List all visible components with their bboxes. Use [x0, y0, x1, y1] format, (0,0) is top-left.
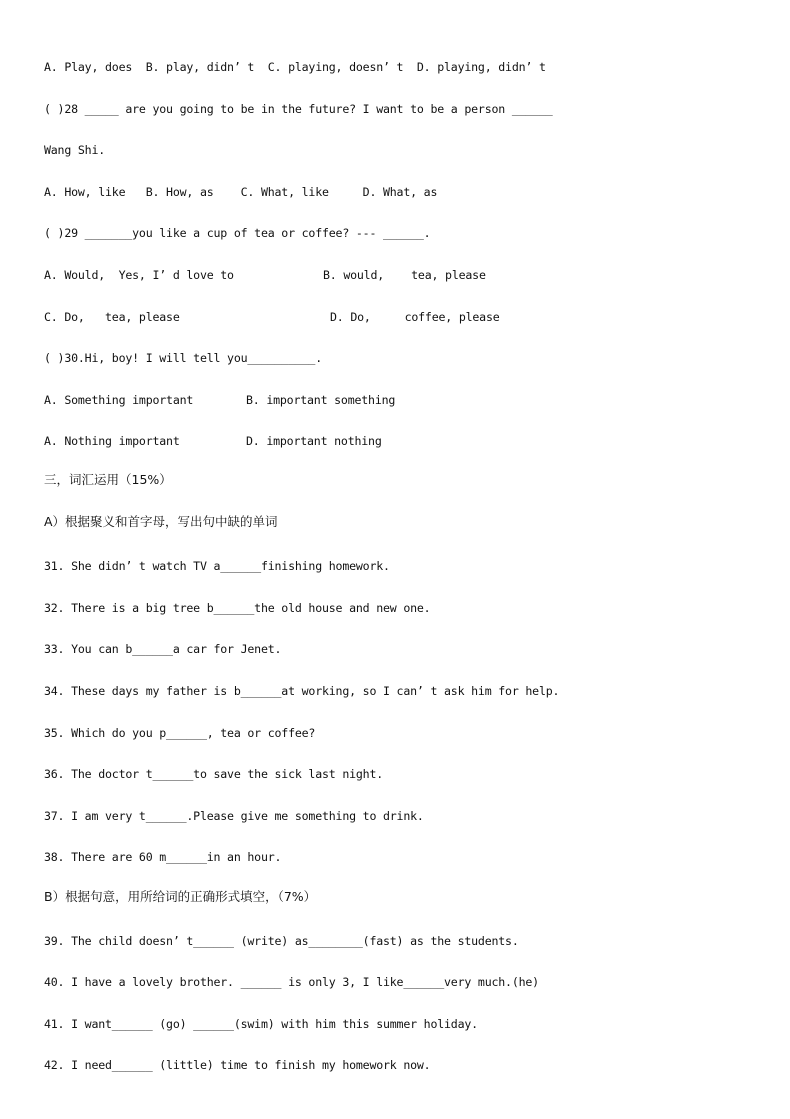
question-41: 41. I want______ (go) ______(swim) with him this summer holiday.	[44, 1017, 478, 1031]
q30-stem: ( )30.Hi, boy! I will tell you__________.	[44, 351, 322, 365]
q30-option-c: A. Nothing important	[44, 434, 180, 448]
question-32: 32. There is a big tree b______the old house and new one.	[44, 601, 431, 615]
part-a-title: A）根据聚义和首字母，写出句中缺的单词	[44, 514, 278, 529]
question-39: 39. The child doesn’ t______ (write) as________(fast) as the students.	[44, 934, 519, 948]
question-33: 33. You can b______a car for Jenet.	[44, 642, 282, 656]
question-31: 31. She didn’ t watch TV a______finishing homework.	[44, 559, 390, 573]
q30-option-d: D. important nothing	[246, 434, 382, 448]
q30-option-a: A. Something important	[44, 393, 194, 407]
q28-stem: ( )28 _____ are you going to be in the future? I want to be a person ______	[44, 102, 553, 116]
question-35: 35. Which do you p______, tea or coffee?	[44, 726, 316, 740]
question-34: 34. These days my father is b______at working, so I can’ t ask him for help.	[44, 684, 560, 698]
q29-option-b: B. would, tea, please	[323, 268, 486, 282]
question-36: 36. The doctor t______to save the sick last night.	[44, 767, 384, 781]
question-37: 37. I am very t______.Please give me something to drink.	[44, 809, 424, 823]
q27-options: A. Play, does B. play, didn’ t C. playing, doesn’ t D. playing, didn’ t	[44, 60, 546, 74]
part-b-title: B）根据句意，用所给词的正确形式填空，（7%）	[44, 889, 317, 904]
q29-option-a: A. Would, Yes, I’ d love to	[44, 268, 234, 282]
question-40: 40. I have a lovely brother. ______ is only 3, I like______very much.(he)	[44, 975, 539, 989]
q28-stem-continuation: Wang Shi.	[44, 143, 106, 157]
q30-option-b: B. important something	[246, 393, 396, 407]
question-42: 42. I need______ (little) time to finish my homework now.	[44, 1058, 431, 1072]
section3-title: 三，词汇运用（15%）	[44, 472, 172, 487]
q29-option-d: D. Do, coffee, please	[330, 310, 500, 324]
q29-option-c: C. Do, tea, please	[44, 310, 180, 324]
q29-stem: ( )29 _______you like a cup of tea or coffee? --- ______.	[44, 226, 431, 240]
q28-options: A. How, like B. How, as C. What, like D. What, as	[44, 185, 438, 199]
question-38: 38. There are 60 m______in an hour.	[44, 850, 282, 864]
